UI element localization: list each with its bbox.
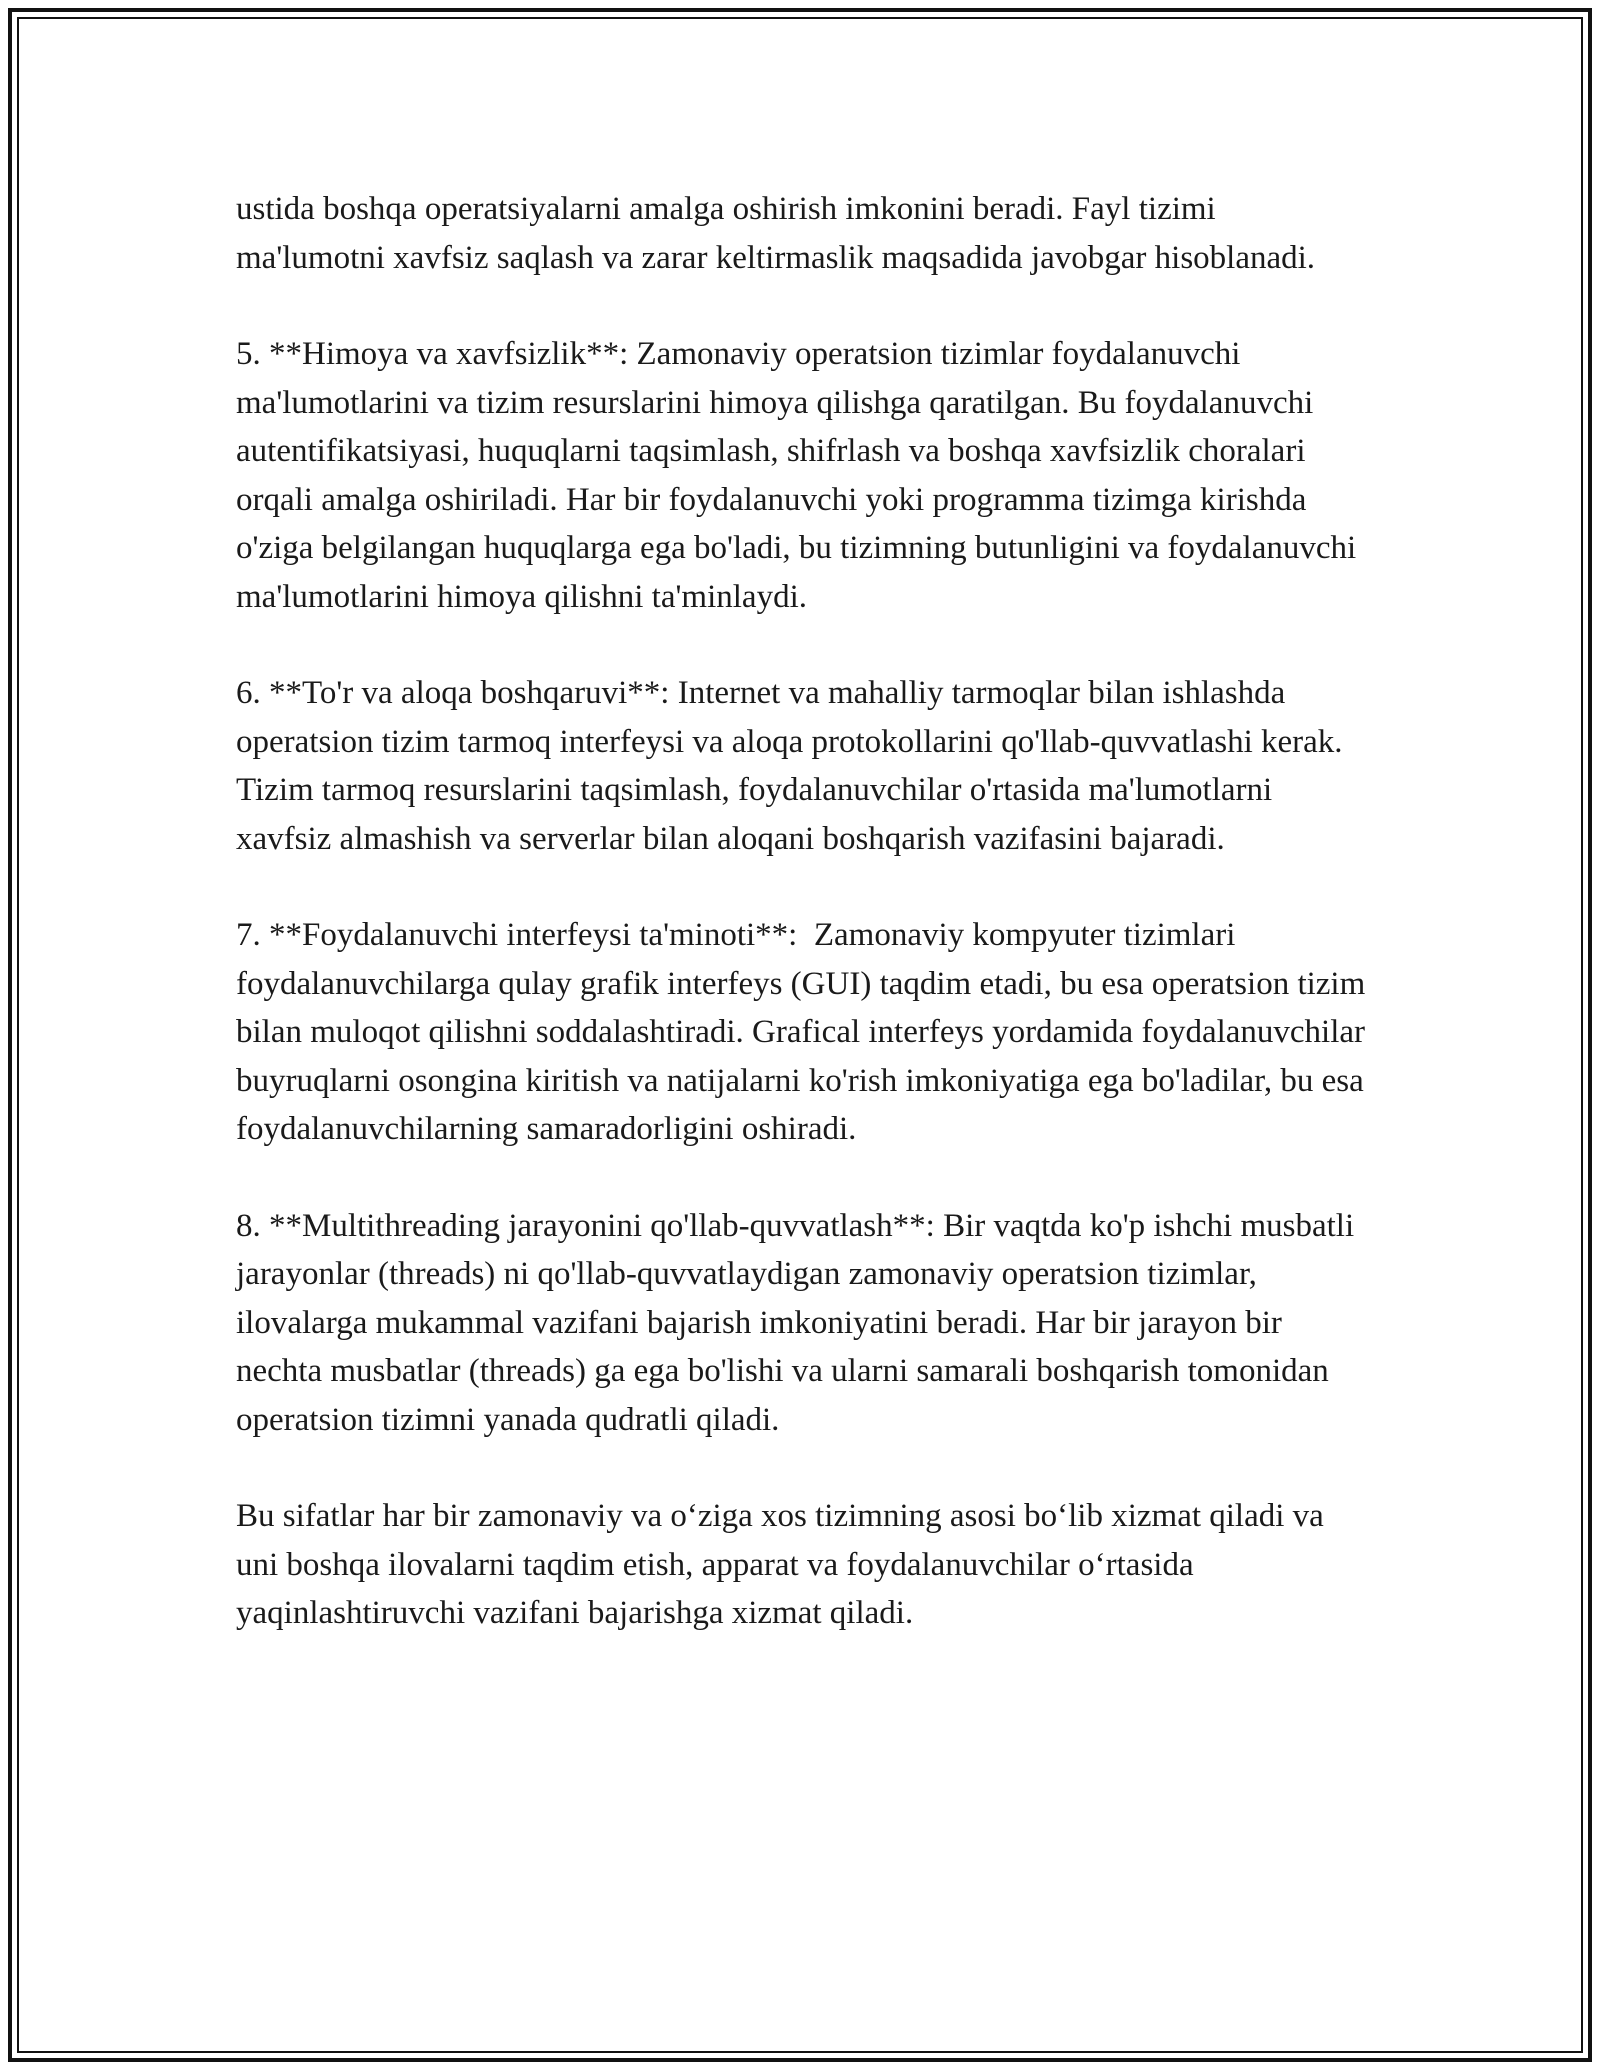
paragraph-item-6-networking: 6. **To'r va aloqa boshqaruvi**: Internet va mahalliy tarmoqlar bilan ishlashda operatsion tizim tarmoq interfeysi va aloqa protokollarini qo'llab-quvvatlashi kerak. Tizim tarmoq resurslarini taqsimlash, foydalanuvchilar o'rtasida ma'lumotlarni xavfsiz almashish va serverlar bilan aloqani boshqarish vazifasini bajaradi. [236,675,1351,857]
paragraph-item-7-user-interface: 7. **Foydalanuvchi interfeysi ta'minoti**: Zamonaviy kompyuter tizimlari foydalanuvchilarga qulay grafik interfeys (GUI) taqdim etadi, bu esa operatsion tizim bilan muloqot qilishni soddalashtiradi. Grafical interfeys yordamida foydalanuvchilar buyruqlarni osongina kiritish va natijalarni ko'rish imkoniyatiga ega bo'ladilar, bu esa foydalanuvchilarning samaradorligini oshiradi. [236,917,1374,1147]
paragraph-item-8-multithreading: 8. **Multithreading jarayonini qo'llab-quvvatlash**: Bir vaqtda ko'p ishchi musbatli jarayonlar (threads) ni qo'llab-quvvatlaydigan zamonaviy operatsion tizimlar, ilovalarga mukammal vazifani bajarish imkoniyatini beradi. Har bir jarayon bir nechta musbatlar (threads) ga ega bo'lishi va ularni samarali boshqarish tomonidan operatsion tizimni yanada qudratli qiladi. [236,1207,1363,1438]
paragraph-conclusion: Bu sifatlar har bir zamonaviy va o‘ziga xos tizimning asosi bo‘lib xizmat qiladi va uni boshqa ilovalarni taqdim etish, apparat va foydalanuvchilar o‘rtasida yaqinlashtiruvchi vazifani bajarishga xizmat qiladi. [236,1498,1333,1631]
document-body [236,185,1374,1638]
paragraph-item-5-security: 5. **Himoya va xavfsizlik**: Zamonaviy operatsion tizimlar foydalanuvchi ma'lumotlarini va tizim resurslarini himoya qilishga qaratilgan. Bu foydalanuvchi autentifikatsiyasi, huquqlarni taqsimlash, shifrlash va boshqa xavfsizlik choralari orqali amalga oshiriladi. Har bir foydalanuvchi yoki programma tizimga kirishda o'ziga belgilangan huquqlarga ega bo'ladi, bu tizimning butunligini va foydalanuvchi ma'lumotlarini himoya qilishni ta'minlaydi. [236,336,1365,615]
paragraph-file-system-continuation: ustida boshqa operatsiyalarni amalga oshirish imkonini beradi. Fayl tizimi ma'lumotni xavfsiz saqlash va zarar keltirmaslik maqsadida javobgar hisoblanadi. [236,191,1316,276]
